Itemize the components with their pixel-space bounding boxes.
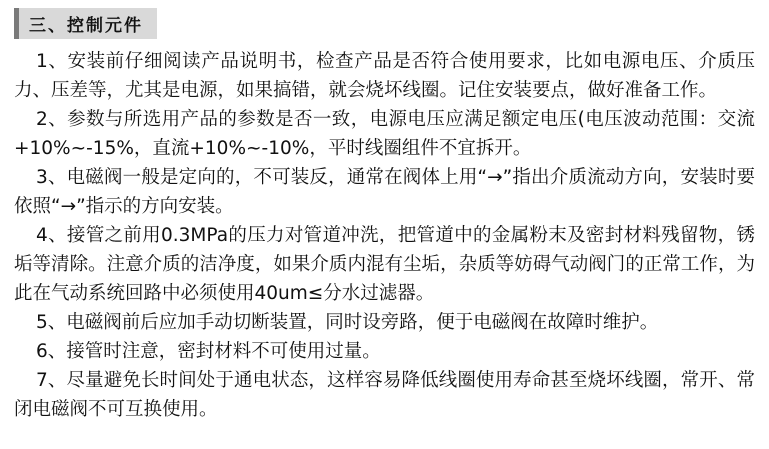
- paragraph-2: [14, 105, 755, 163]
- paragraph-text: 1、安装前仔细阅读产品说明书，检查产品是否符合使用要求，比如电源电压、介质压力、压差等，尤其是电源，如果搞错，就会烧坏线圈。记住安装要点，做好准备工作。: [14, 51, 755, 101]
- paragraph-5: [14, 308, 755, 337]
- paragraph-text: 2、参数与所选用产品的参数是否一致，电源电压应满足额定电压(电压波动范围：交流+10%~-15%，直流+10%~-10%，平时线圈组件不宜拆开。: [14, 109, 755, 159]
- paragraph-4: [14, 221, 755, 308]
- paragraph-1: [14, 47, 755, 105]
- paragraph-text: 5、电磁阀前后应加手动切断装置，同时设旁路，便于电磁阀在故障时维护。: [36, 312, 659, 333]
- document-body: [14, 47, 755, 424]
- paragraph-text: 7、尽量避免长时间处于通电状态，这样容易降低线圈使用寿命甚至烧坏线圈，常开、常闭电磁阀不可互换使用。: [14, 370, 755, 420]
- paragraph-text: 4、接管之前用0.3MPa的压力对管道冲洗，把管道中的金属粉末及密封材料残留物，锈垢等清除。注意介质的洁净度，如果介质内混有尘垢，杂质等妨碍气动阀门的正常工作，为此在气动系统回路中必须使用40um≤分水过滤器。: [14, 225, 755, 304]
- paragraph-text: 3、电磁阀一般是定向的，不可装反，通常在阀体上用“→”指出介质流动方向，安装时要依照“→”指示的方向安装。: [14, 167, 755, 217]
- paragraph-6: [14, 337, 755, 366]
- paragraph-text: 6、接管时注意，密封材料不可使用过量。: [36, 341, 381, 362]
- paragraph-3: [14, 163, 755, 221]
- section-heading: 三、控制元件: [14, 8, 157, 39]
- paragraph-7: [14, 366, 755, 424]
